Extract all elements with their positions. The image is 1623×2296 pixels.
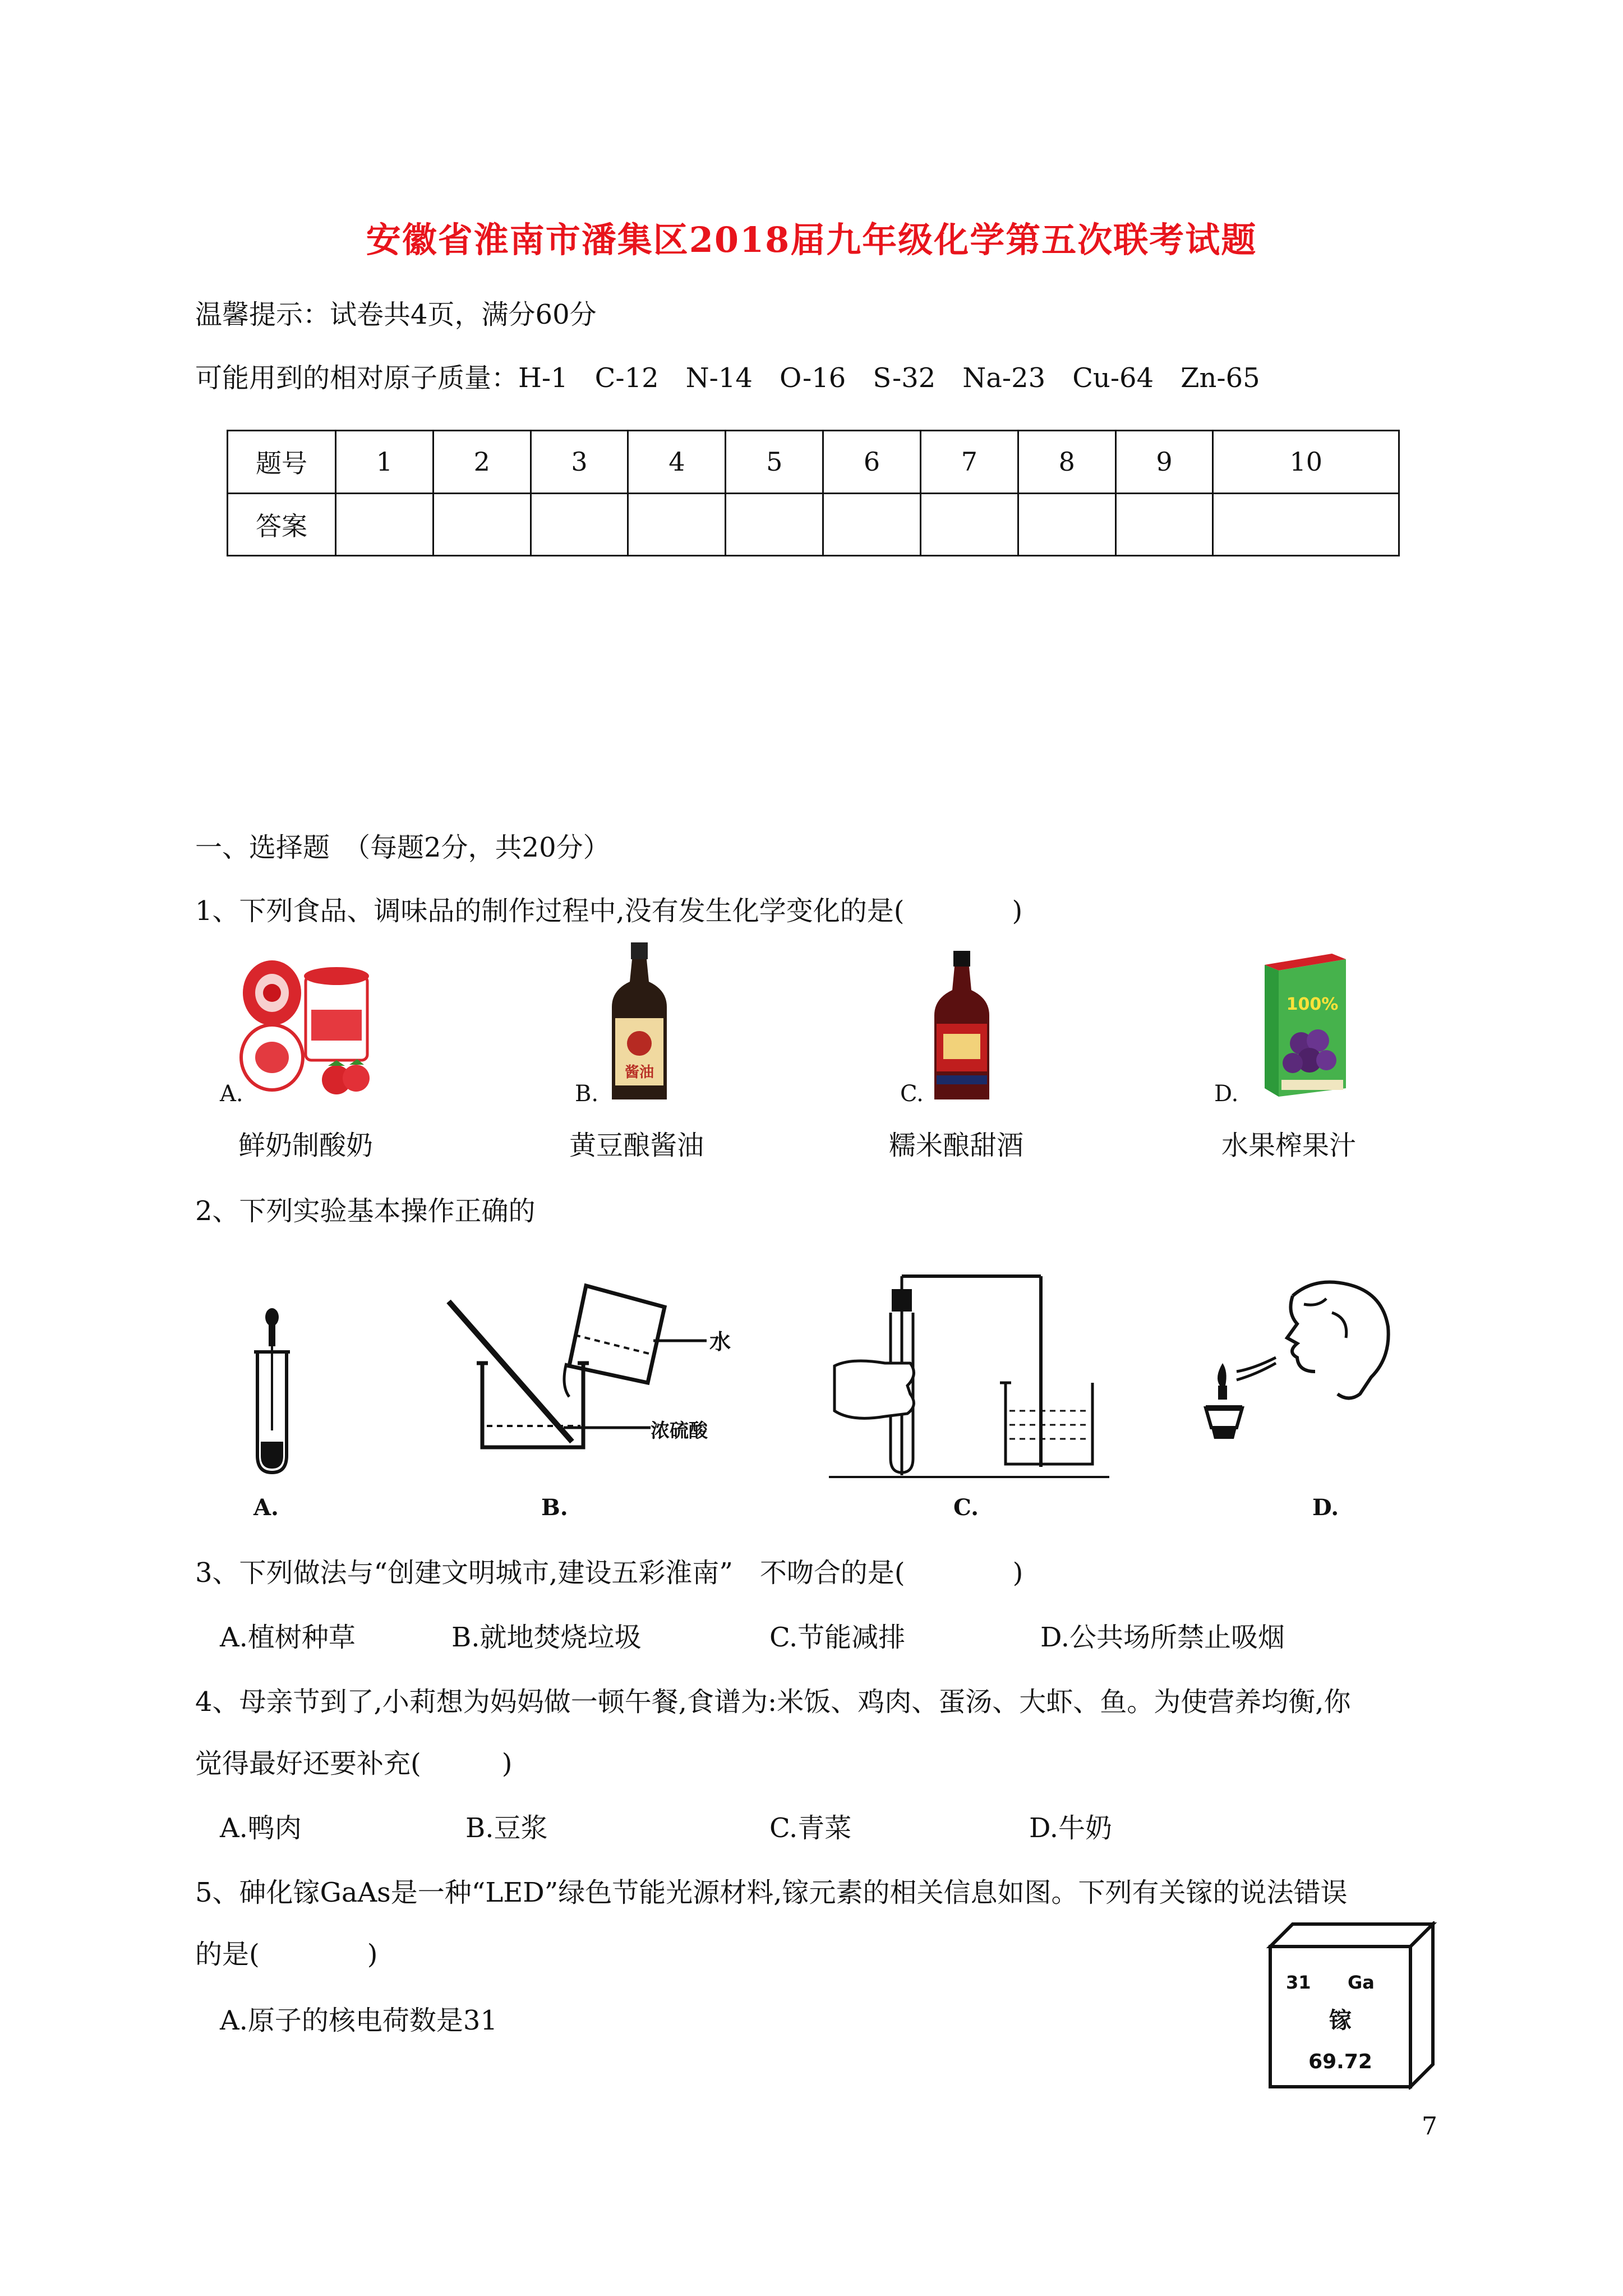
q1-option-caption: 黄豆酿酱油 bbox=[569, 1130, 704, 1161]
answer-cell[interactable] bbox=[531, 493, 628, 556]
q4-option: B.豆浆 bbox=[465, 1812, 548, 1844]
q1-option-caption: 鲜奶制酸奶 bbox=[238, 1130, 374, 1161]
element-atomic-number: 31 bbox=[1286, 1972, 1311, 1993]
table-cell: 8 bbox=[1018, 431, 1115, 494]
table-cell: 7 bbox=[920, 431, 1018, 494]
table-cell: 9 bbox=[1115, 431, 1213, 494]
page-number: 7 bbox=[1422, 2112, 1437, 2141]
juice-box-label: 100% bbox=[1286, 995, 1339, 1014]
table-cell: 5 bbox=[726, 431, 823, 494]
tip-text: 温馨提示：试卷共4页，满分60分 bbox=[195, 299, 597, 330]
answer-cell[interactable] bbox=[726, 493, 823, 556]
answer-table bbox=[227, 430, 1400, 556]
question-5-stem-continued: 的是( ) bbox=[195, 1939, 378, 1970]
answer-cell[interactable] bbox=[433, 493, 531, 556]
answer-cell[interactable] bbox=[1115, 493, 1213, 556]
page-title: 安徽省淮南市潘集区2018届九年级化学第五次联考试题 bbox=[366, 219, 1257, 260]
juice-box-image bbox=[1259, 948, 1349, 1099]
smelling-gas-image bbox=[1203, 1273, 1394, 1467]
q1-option-letter: D. bbox=[1214, 1081, 1239, 1107]
dropper-test-tube-image bbox=[250, 1307, 294, 1475]
table-header-cell: 答案 bbox=[228, 493, 336, 556]
answer-cell[interactable] bbox=[920, 493, 1018, 556]
table-cell: 2 bbox=[433, 431, 531, 494]
q3-option: B.就地焚烧垃圾 bbox=[451, 1622, 642, 1653]
q4-option: C.青菜 bbox=[769, 1812, 852, 1844]
dilution-beakers-image bbox=[443, 1279, 768, 1464]
q1-option-letter: C. bbox=[900, 1081, 924, 1107]
answer-cell[interactable] bbox=[823, 493, 921, 556]
table-cell: 1 bbox=[336, 431, 434, 494]
question-3-stem: 3、下列做法与“创建文明城市,建设五彩淮南” 不吻合的是( ) bbox=[195, 1557, 1023, 1589]
q2-option-letter: C. bbox=[953, 1494, 979, 1521]
soy-sauce-label: 酱油 bbox=[624, 1064, 654, 1081]
q4-option: A.鸭肉 bbox=[220, 1812, 302, 1844]
question-4-stem-continued: 觉得最好还要补充( ) bbox=[195, 1748, 513, 1779]
q2-option-letter: A. bbox=[253, 1494, 279, 1521]
q1-option-letter: A. bbox=[220, 1081, 243, 1107]
table-row bbox=[228, 431, 1399, 494]
q1-option-caption: 水果榨果汁 bbox=[1221, 1130, 1357, 1161]
table-header-cell: 题号 bbox=[228, 431, 336, 494]
element-mass: 69.72 bbox=[1308, 2050, 1372, 2073]
question-2-stem: 2、下列实验基本操作正确的 bbox=[195, 1195, 536, 1227]
q2-option-letter: D. bbox=[1312, 1494, 1339, 1521]
airtightness-check-image bbox=[829, 1273, 1109, 1478]
question-4-stem: 4、母亲节到了,小莉想为妈妈做一顿午餐,食谱为:米饭、鸡肉、蛋汤、大虾、鱼。为使营养均衡,你 bbox=[195, 1686, 1351, 1718]
acid-label: 浓硫酸 bbox=[651, 1420, 708, 1442]
q2-option-letter: B. bbox=[541, 1494, 568, 1521]
q5-option-a: A.原子的核电荷数是31 bbox=[220, 2005, 498, 2036]
table-row bbox=[228, 493, 1399, 556]
answer-cell[interactable] bbox=[628, 493, 726, 556]
table-cell: 3 bbox=[531, 431, 628, 494]
question-5-stem: 5、砷化镓GaAs是一种“LED”绿色节能光源材料,镓元素的相关信息如图。下列有关镓的说法错误 bbox=[195, 1877, 1348, 1908]
answer-cell[interactable] bbox=[1018, 493, 1115, 556]
rice-wine-bottle-image bbox=[931, 951, 993, 1102]
section-heading: 一、选择题 （每题2分，共20分） bbox=[195, 832, 610, 863]
answer-cell[interactable] bbox=[1213, 493, 1399, 556]
q1-option-caption: 糯米酿甜酒 bbox=[889, 1130, 1024, 1161]
gallium-element-tile bbox=[1265, 1921, 1438, 2090]
q1-option-letter: B. bbox=[575, 1081, 599, 1107]
atomic-masses-text: 可能用到的相对原子质量：H-1 C-12 N-14 O-16 S-32 Na-23 Cu-64 Zn-65 bbox=[195, 362, 1260, 394]
table-cell: 4 bbox=[628, 431, 726, 494]
question-1-stem: 1、下列食品、调味品的制作过程中,没有发生化学变化的是( ) bbox=[195, 895, 1023, 927]
element-symbol: Ga bbox=[1348, 1972, 1375, 1993]
soy-sauce-bottle-image bbox=[608, 942, 670, 1102]
q4-option: D.牛奶 bbox=[1029, 1812, 1113, 1844]
yogurt-image bbox=[238, 954, 376, 1102]
element-name: 镓 bbox=[1329, 2008, 1352, 2033]
q3-option: C.节能减排 bbox=[769, 1622, 906, 1653]
answer-cell[interactable] bbox=[336, 493, 434, 556]
water-label: 水 bbox=[709, 1329, 731, 1354]
table-cell: 10 bbox=[1213, 431, 1399, 494]
q3-option: A.植树种草 bbox=[220, 1622, 356, 1653]
q3-option: D.公共场所禁止吸烟 bbox=[1040, 1622, 1285, 1653]
table-cell: 6 bbox=[823, 431, 921, 494]
